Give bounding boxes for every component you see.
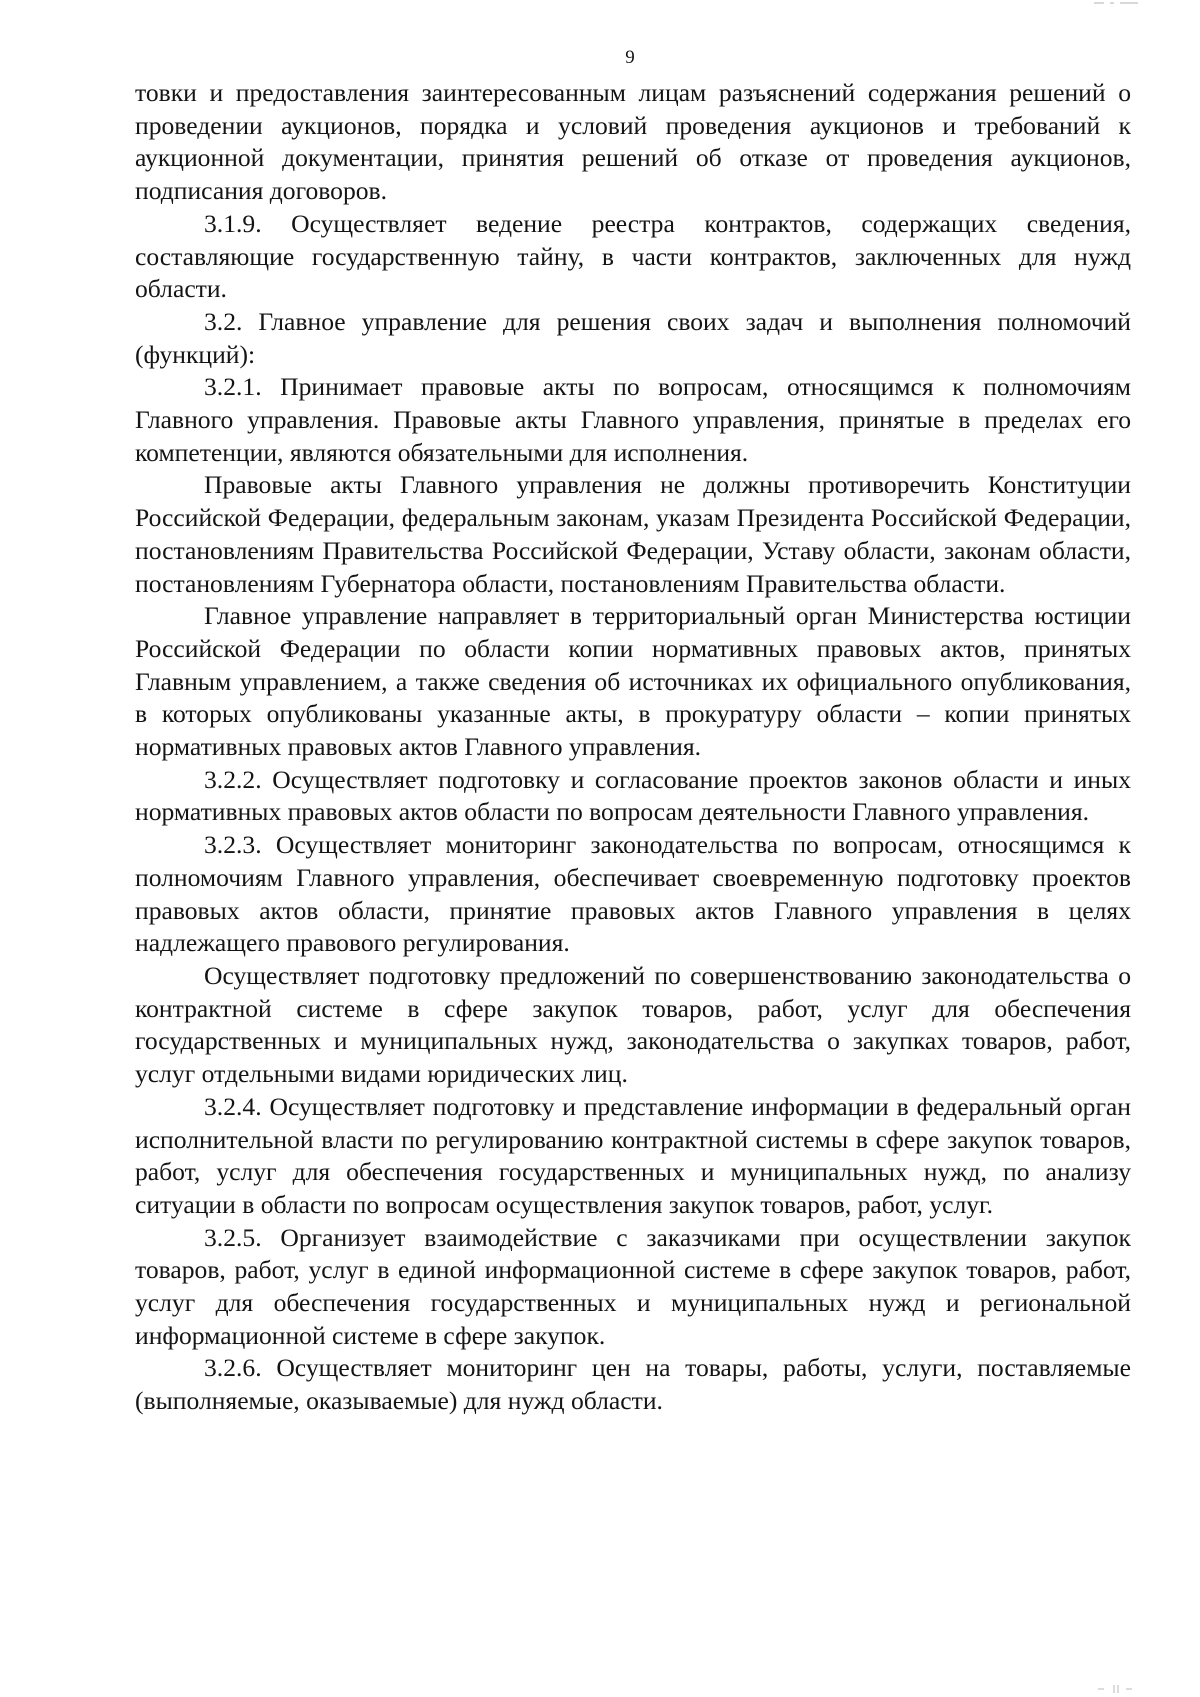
paragraph-legal-acts-conformity: Правовые акты Главного управления не должны противоречить Конституции Российской Федерации, федеральным законам, указам Президента Российской Федерации, постановлениям Правительства Российской Федерации, Уставу области, законам области, постановлениям Губернатора области, постановлениям Правительства области. [135, 470, 1131, 598]
paragraph-3-2-2: 3.2.2. Осуществляет подготовку и согласование проектов законов области и иных нормативных правовых актов области по вопросам деятельности Главного управления. [135, 764, 1131, 827]
paragraph-legislation-proposals: Осуществляет подготовку предложений по совершенствованию законодательства о контрактной системе в сфере закупок товаров, работ, услуг для обеспечения государственных и муниципальных нужд, законодательства о закупках товаров, работ, услуг отдельными видами юридических лиц. [135, 960, 1131, 1089]
scan-artifact-bottom [1092, 1681, 1152, 1695]
paragraph-3-2: 3.2. Главное управление для решения своих задач и выполнения полномочий (функций): [135, 306, 1131, 369]
paragraph-3-2-1: 3.2.1. Принимает правовые акты по вопросам, относящимся к полномочиям Главного управления. Правовые акты Главного управления, принятые в пределах его компетенции, являются обязательными для исполнения. [135, 372, 1131, 467]
paragraph-3-2-6: 3.2.6. Осуществляет мониторинг цен на товары, работы, услуги, поставляемые (выполняемые, оказываемые) для нужд области. [135, 1353, 1131, 1416]
page-number: 9 [625, 47, 635, 68]
paragraph-3-2-3: 3.2.3. Осуществляет мониторинг законодательства по вопросам, относящимся к полномочиям Главного управления, обеспечивает своевременную подготовку проектов правовых актов области, принятие правовых актов Главного управления в целях надлежащего правового регулирования. [135, 830, 1131, 958]
document-body [135, 77, 1131, 1418]
paragraph-legal-acts-submission: Главное управление направляет в территориальный орган Министерства юстиции Российской Федерации по области копии нормативных правовых актов, принятых Главным управлением, а также сведения об источниках их официального опубликования, в которых опубликованы указанные акты, в прокуратуру области – копии принятых нормативных правовых актов Главного управления. [135, 601, 1131, 762]
paragraph-3-2-5: 3.2.5. Организует взаимодействие с заказчиками при осуществлении закупок товаров, работ, услуг в единой информационной системе в сфере закупок товаров, работ, услуг для обеспечения государственных и муниципальных нужд и региональной информационной системе в сфере закупок. [135, 1222, 1131, 1350]
paragraph-continuation: товки и предоставления заинтересованным лицам разъяснений содержания решений о проведении аукционов, порядка и условий проведения аукционов и требований к аукционной документации, принятия решений об отказе от проведения аукционов, подписания договоров. [135, 78, 1131, 206]
scan-artifact-top [1090, 0, 1150, 10]
paragraph-3-2-4: 3.2.4. Осуществляет подготовку и представление информации в федеральный орган исполнительной власти по регулированию контрактной системы в сфере закупок товаров, работ, услуг для обеспечения государственных и муниципальных нужд, по анализу ситуации в области по вопросам осуществления закупок товаров, работ, услуг. [135, 1091, 1131, 1219]
paragraph-3-1-9: 3.1.9. Осуществляет ведение реестра контрактов, содержащих сведения, составляющие государственную тайну, в части контрактов, заключенных для нужд области. [135, 208, 1131, 304]
